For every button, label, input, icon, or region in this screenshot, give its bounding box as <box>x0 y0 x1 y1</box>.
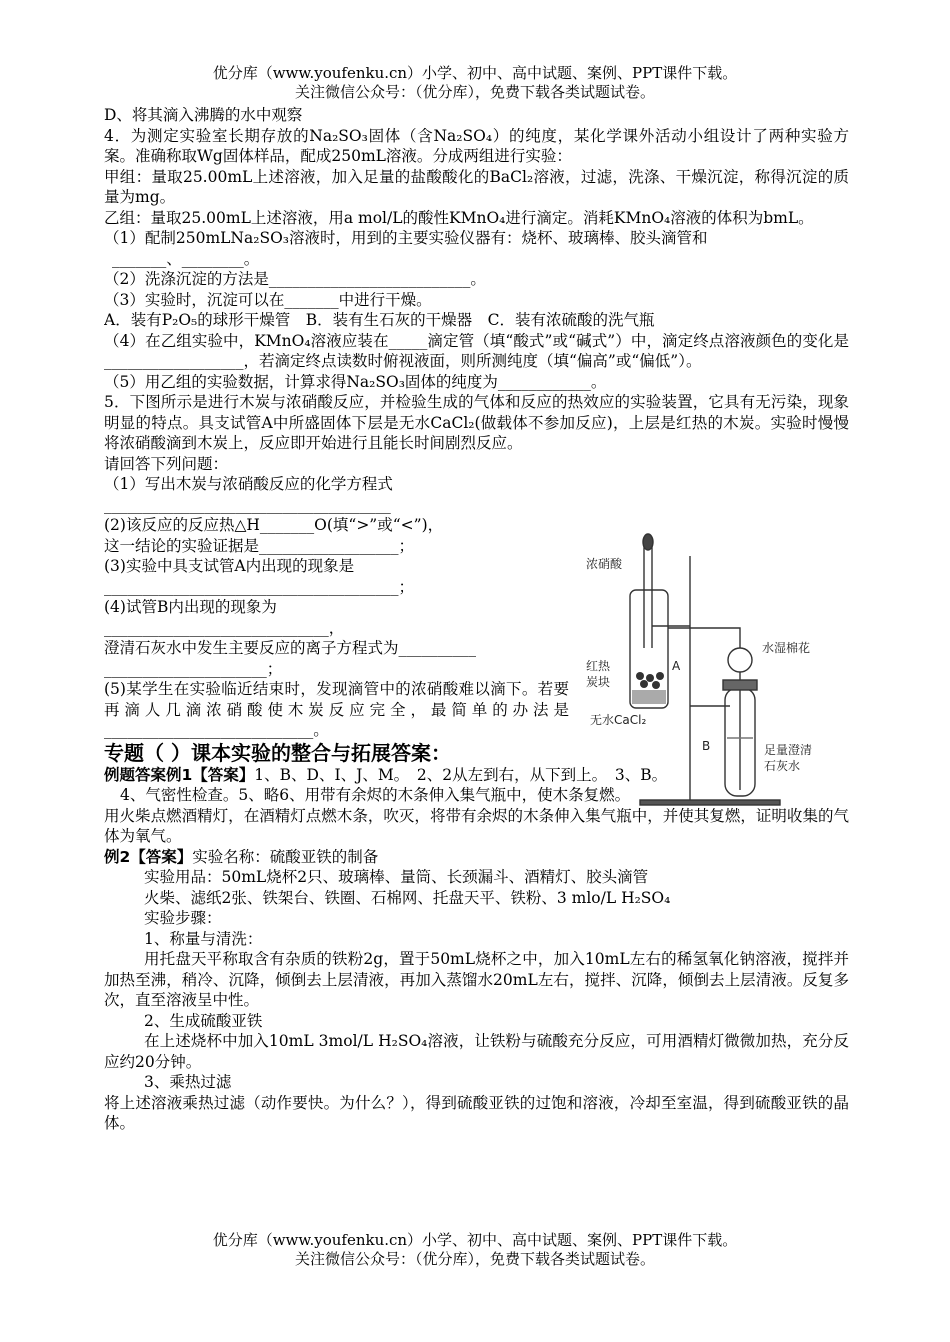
answers-title: 专题（ ）课本实验的整合与拓展答案： <box>104 740 451 765</box>
ex1-answers: 1、B、D、I、J、M。 2、2从左到右，从下到上。 3、B。 <box>254 765 668 784</box>
footer-line-2: 关注微信公众号：（优分库），免费下载各类试题试卷。 <box>294 1250 655 1268</box>
label-limewater-2: 石灰水 <box>764 759 801 773</box>
label-cacl2: 无水CaCl₂ <box>590 713 647 727</box>
step-2-text: 在上述烧杯中加入10mL 3mol/L H₂SO₄溶液，让铁粉与硫酸充分反应，可用酒精灯微微加热，充分反应约20分钟。 <box>104 1032 849 1071</box>
ex2-items-1: 实验用品：50mL烧杯2只、玻璃棒、量筒、长颈漏斗、酒精灯、胶头滴管 <box>144 868 649 886</box>
q4-sub2: （2）洗涤沉淀的方法是__________________________。 <box>104 270 486 288</box>
label-cotton: 水湿棉花 <box>762 641 811 655</box>
q5-sub3-blank: ______________________________________； <box>104 577 415 596</box>
q5-sub5: (5)某学生在实验临近结束时，发现滴管中的浓硝酸难以滴下。若要再滴人几滴浓硝酸使木炭反应完全，最简单的办法是___________________________。 <box>104 680 569 739</box>
label-tube-b: B <box>702 739 711 753</box>
label-charcoal-2: 炭块 <box>586 675 611 689</box>
tube-b-stopper <box>723 680 757 690</box>
ex2-items-2: 火柴、滤纸2张、铁架台、铁圈、石棉网、托盘天平、铁粉、3 mlo/L H₂SO₄ <box>144 888 671 907</box>
q4-sub1: （1）配制250mLNa₂SO₃溶液时，用到的主要实验仪器有：烧杯、玻璃棒、胶头滴管和 <box>104 229 708 247</box>
label-charcoal-1: 红热 <box>586 659 611 673</box>
q4-sub1-blanks: _______、________。 <box>112 249 260 268</box>
q5-sub4-ion-blank: _____________________； <box>104 659 283 678</box>
ex1-label: 例题答案例1【答案】 <box>104 765 255 784</box>
ex2-name: 实验名称：硫酸亚铁的制备 <box>192 847 379 866</box>
header-line-2: 关注微信公众号：（优分库），免费下载各类试题试卷。 <box>294 83 655 101</box>
step-1-title: 1、称量与清洗： <box>144 929 263 948</box>
q5-sub3: (3)实验中具支试管A内出现的现象是 <box>104 557 355 575</box>
charcoal-pieces <box>636 672 664 689</box>
q5-sub2: (2)该反应的反应热△H_______O(填“>”或“<”)， <box>104 516 444 534</box>
q4-sub3: （3）实验时，沉淀可以在_______中进行干燥。 <box>104 290 432 309</box>
ex1-line-3: 用火柴点燃酒精灯，在酒精灯点燃木条，吹灭，将带有余烬的木条伸入集气瓶中，并使其复燃，证明收集的气体为氧气。 <box>104 806 849 845</box>
dropper-bulb <box>643 534 653 550</box>
step-3-title: 3、乘热过滤 <box>144 1073 232 1091</box>
step-1-text: 用托盘天平称取含有杂质的铁粉2g，置于50mL烧杯之中，加入10mL左右的稀氢氧化钠溶液，搅拌并加热至沸，稍冷、沉降，倾倒去上层清液，再加入蒸馏水20mL左右，搅拌、沉降，倾倒去上层清液。反复多次，直至溶液呈中性。 <box>104 950 849 1009</box>
step-3-text: 将上述溶液乘热过滤（动作要快。为什么？），得到硫酸亚铁的过饱和溶液，冷却至室温，得到硫酸亚铁的晶体。 <box>104 1093 849 1132</box>
q4-intro: 4．为测定实验室长期存放的Na₂SO₃固体（含Na₂SO₄）的纯度，某化学课外活动小组设计了两种实验方案。准确称取Wg固体样品，配成250mL溶液。分成两组进行实验： <box>104 126 849 165</box>
q5-sub4-ion: 澄清石灰水中发生主要反应的离子方程式为__________ <box>104 639 477 657</box>
step-2-title: 2、生成硫酸亚铁 <box>144 1011 263 1030</box>
ex2-steps: 实验步骤： <box>144 909 222 927</box>
apparatus-diagram <box>580 528 842 810</box>
q5-sub1-blank: _____________________________________ <box>104 495 391 514</box>
q4-option-d: D、将其滴入沸腾的水中观察 <box>104 106 303 124</box>
q4-group-a: 甲组：量取25.00mL上述溶液，加入足量的盐酸酸化的BaCl₂溶液，过滤，洗涤、干燥沉淀，称得沉淀的质量为mg。 <box>104 167 849 206</box>
label-acid: 浓硝酸 <box>586 557 623 571</box>
q5-intro: 5．下图所示是进行木炭与浓硝酸反应，并检验生成的气体和反应的热效应的实验装置，它具有无污染，现象明显的特点。具支试管A中所盛固体下层是无水CaCl₂(做载体不参加反应)，上层是红热的木炭。实验时慢慢将浓硝酸滴到木炭上，反应即开始进行且能长时间剧烈反应。 <box>104 393 849 452</box>
footer-line-1: 优分库（www.youfenku.cn）小学、初中、高中试题、案例、PPT课件下载。 <box>212 1231 738 1249</box>
label-tube-a: A <box>672 659 681 673</box>
cotton-bulb <box>728 648 752 672</box>
q4-sub5: （5）用乙组的实验数据，计算求得Na₂SO₃固体的纯度为____________。 <box>104 372 607 391</box>
page-header <box>0 64 950 102</box>
side-arm <box>668 628 740 648</box>
page-footer <box>0 1231 950 1269</box>
q5-sub4-blank: _____________________________， <box>104 618 345 637</box>
apparatus-figure <box>580 528 842 810</box>
label-limewater-1: 足量澄清 <box>764 743 813 757</box>
q4-sub4: （4）在乙组实验中，KMnO₄溶液应装在_____滴定管（填“酸式”或“碱式”）中，滴定终点溶液颜色的变化是__________________，若滴定终点读数时俯视液面，则所测纯度（填“偏高”或“偏低”）。 <box>104 331 849 370</box>
ex1-line-2: 4、气密性检查。5、略6、用带有余烬的木条伸入集气瓶中，使木条复燃。 <box>120 786 631 804</box>
q5-sub4: (4)试管B内出现的现象为 <box>104 598 277 616</box>
q4-options: A．装有P₂O₅的球形干燥管 B．装有生石灰的干燥器 C．装有浓硫酸的洗气瓶 <box>104 311 655 329</box>
stand-base <box>640 800 780 805</box>
header-line-1: 优分库（www.youfenku.cn）小学、初中、高中试题、案例、PPT课件下载。 <box>212 64 738 82</box>
q5-sub2-evidence: 这一结论的实验证据是__________________； <box>104 536 415 555</box>
q4-group-b: 乙组：量取25.00mL上述溶液，用a mol/L的酸性KMnO₄进行滴定。消耗KMnO₄溶液的体积为bmL。 <box>104 208 814 227</box>
cacl2-layer <box>632 690 666 704</box>
ex2-label: 例2【答案】 <box>104 847 193 866</box>
q5-prompt: 请回答下列问题： <box>104 454 229 473</box>
q5-sub1: （1）写出木炭与浓硝酸反应的化学方程式 <box>104 475 393 493</box>
